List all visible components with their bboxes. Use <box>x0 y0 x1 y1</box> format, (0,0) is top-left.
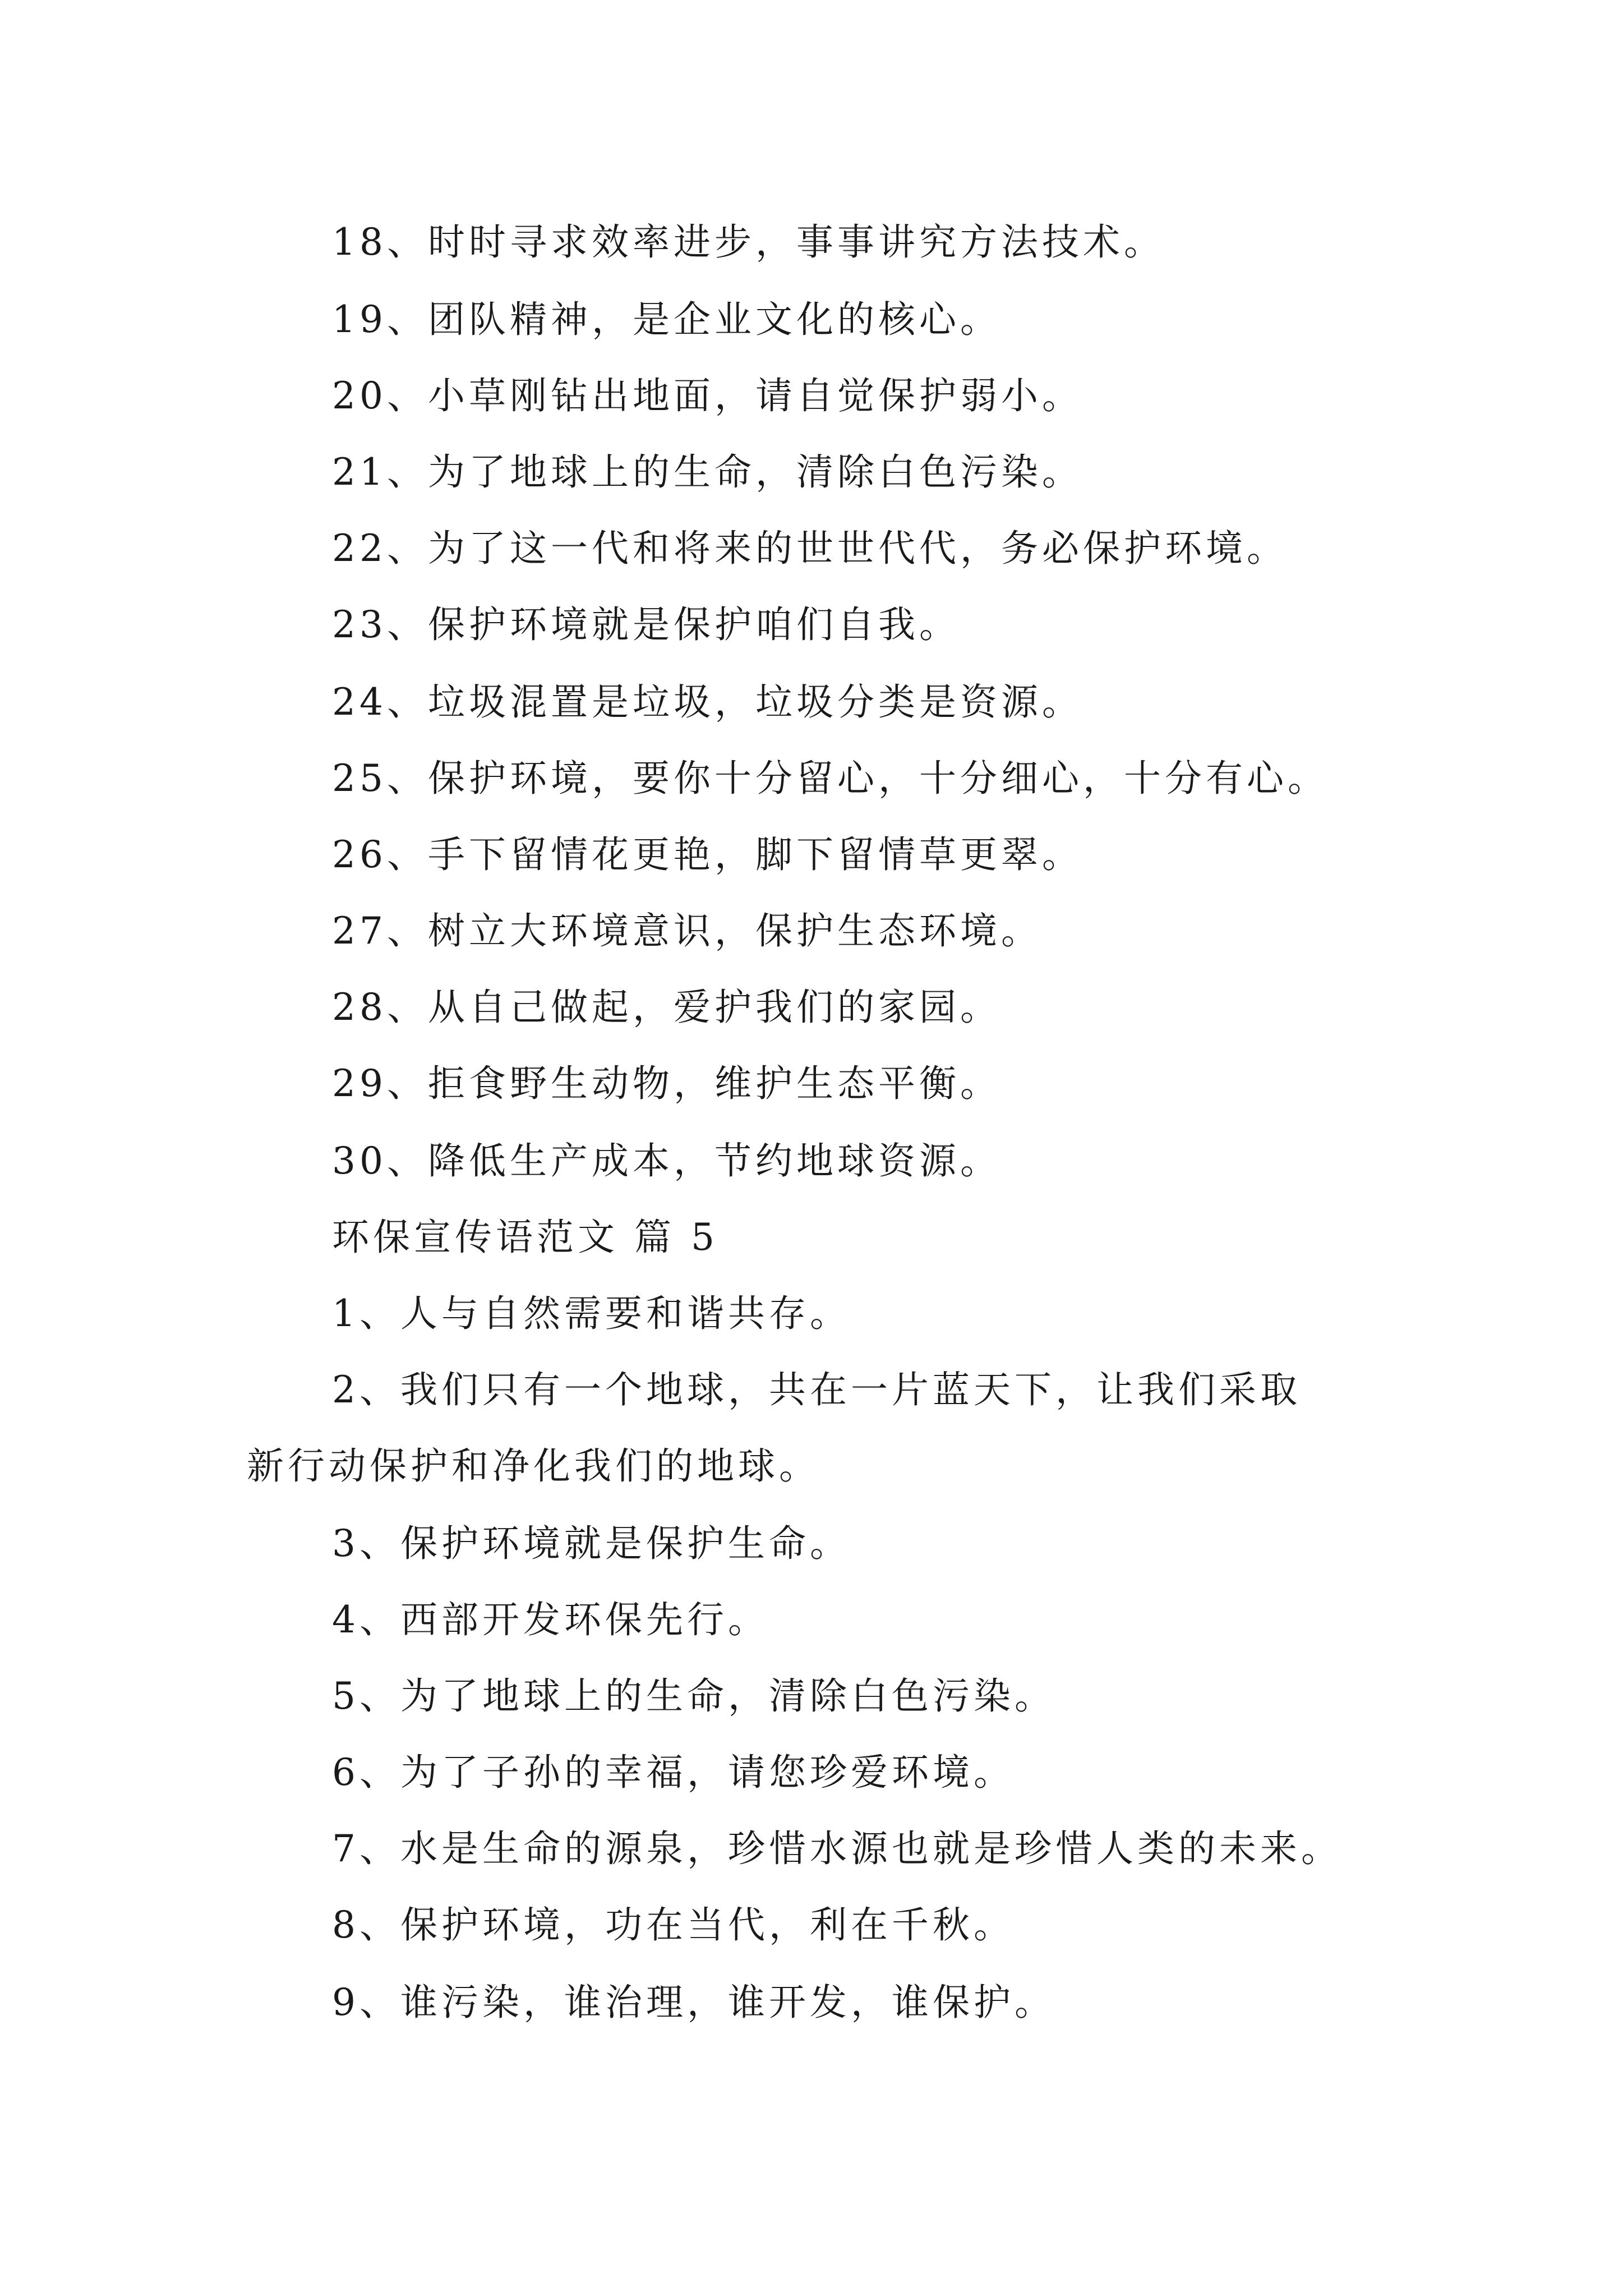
text-line-continuation: 新行动保护和净化我们的地球。 <box>247 1444 820 1488</box>
text-line: 24、垃圾混置是垃圾，垃圾分类是资源。 <box>332 680 1083 724</box>
text-line: 1、人与自然需要和谐共存。 <box>332 1292 851 1335</box>
text-line: 26、手下留情花更艳，脚下留情草更翠。 <box>332 833 1083 876</box>
text-line: 9、谁污染，谁治理，谁开发，谁保护。 <box>332 1981 1055 2024</box>
text-line: 3、保护环境就是保护生命。 <box>332 1522 851 1565</box>
text-line: 8、保护环境，功在当代，利在千秋。 <box>332 1903 1015 1947</box>
text-line: 30、降低生产成本，节约地球资源。 <box>332 1139 1001 1182</box>
text-line: 21、为了地球上的生命，清除白色污染。 <box>332 450 1083 494</box>
text-line: 25、保护环境，要你十分留心，十分细心，十分有心。 <box>332 757 1329 800</box>
text-line: 27、树立大环境意识，保护生态环境。 <box>332 909 1042 953</box>
text-line: 7、水是生命的源泉，珍惜水源也就是珍惜人类的未来。 <box>332 1827 1342 1870</box>
text-line: 22、为了这一代和将来的世世代代，务必保护环境。 <box>332 527 1288 570</box>
text-line: 18、时时寻求效率进步，事事讲究方法技术。 <box>332 220 1165 264</box>
text-line: 5、为了地球上的生命，清除白色污染。 <box>332 1674 1055 1718</box>
text-line: 29、拒食野生动物，维护生态平衡。 <box>332 1062 1001 1105</box>
section-heading: 环保宣传语范文 篇 5 <box>332 1216 718 1259</box>
text-line: 20、小草刚钻出地面，请自觉保护弱小。 <box>332 374 1083 417</box>
text-line: 23、保护环境就是保护咱们自我。 <box>332 603 960 646</box>
text-line: 2、我们只有一个地球，共在一片蓝天下，让我们采取 <box>332 1368 1301 1411</box>
text-line: 19、团队精神，是企业文化的核心。 <box>332 298 1001 341</box>
text-line: 6、为了子孙的幸福，请您珍爱环境。 <box>332 1751 1015 1794</box>
text-line: 28、从自己做起，爱护我们的家园。 <box>332 986 1001 1029</box>
text-line: 4、西部开发环保先行。 <box>332 1598 769 1641</box>
